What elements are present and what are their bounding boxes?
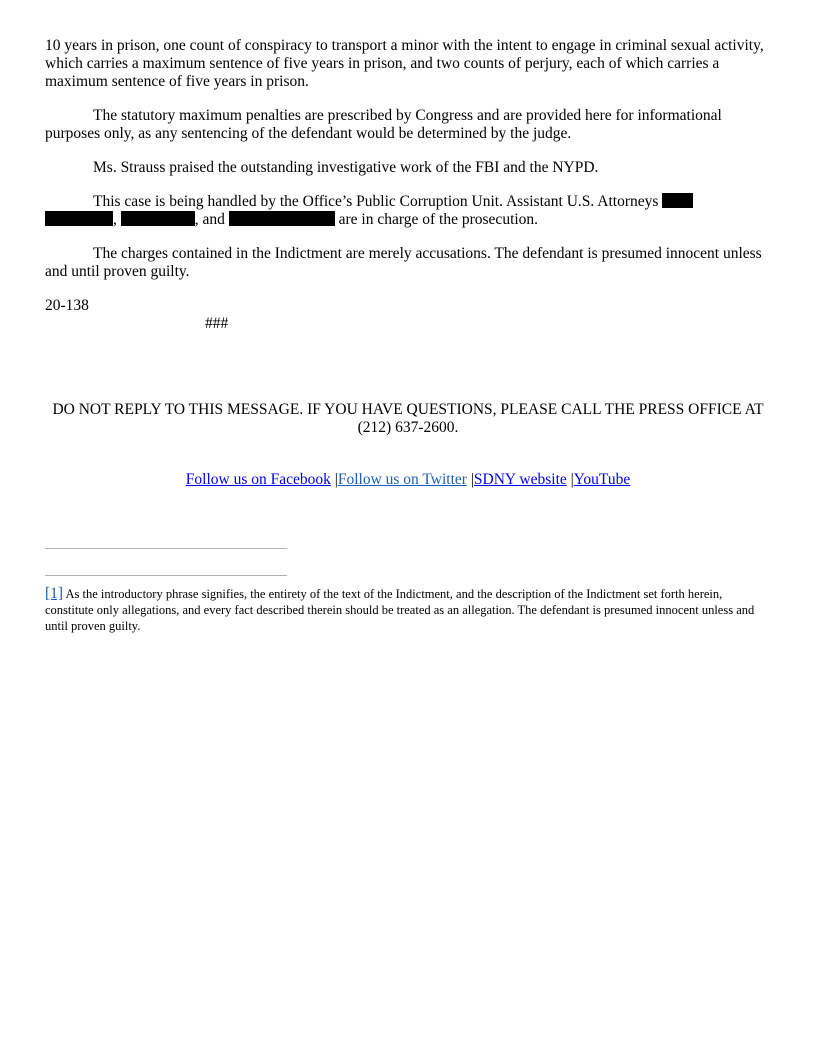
sdny-website-link[interactable]: SDNY website [473,471,567,488]
redaction-block [121,211,195,226]
social-links [0,471,816,489]
divider [45,548,287,549]
twitter-link[interactable]: Follow us on Twitter [337,471,467,488]
link-separator: | [330,471,338,488]
redaction-block [45,211,113,226]
press-office-notice: DO NOT REPLY TO THIS MESSAGE. IF YOU HAVE QUESTIONS, PLEASE CALL THE PRESS OFFICE AT (212) 637-2600. [52,401,764,436]
link-separator: | [566,471,574,488]
redaction-block [662,193,693,208]
praise-paragraph: Ms. Strauss praised the outstanding investigative work of the FBI and the NYPD. [93,159,599,176]
youtube-link[interactable]: YouTube [573,471,631,488]
footnote [45,586,773,634]
footnote-ref-link[interactable]: [1] [45,585,64,602]
prosecution-text-comma: , [113,211,121,228]
press-release-body [45,37,773,333]
prosecution-text-end: are in charge of the prosecution. [334,211,539,228]
penalties-paragraph: 10 years in prison, one count of conspiracy to transport a minor with the intent to engage in criminal sexual activity, which carries a maximum sentence of five years in prison, and two counts of perjury, each of which carries a maximum sentence of five years in prison. [45,37,764,90]
facebook-link[interactable]: Follow us on Facebook [185,471,331,488]
document-number: 20-138 [45,297,89,314]
accusations-paragraph: The charges contained in the Indictment are merely accusations. The defendant is presumed innocent unless and until proven guilty. [45,245,762,280]
prosecution-text-start: This case is being handled by the Office’s Public Corruption Unit. Assistant U.S. Attorneys [93,193,663,210]
end-mark: ### [205,315,229,332]
prosecution-paragraph [45,193,773,229]
link-separator: | [466,471,474,488]
footnote-divider [45,575,287,576]
redaction-block [229,211,335,226]
footnote-text: As the introductory phrase signifies, the entirety of the text of the Indictment, and the description of the Indictment set forth herein, constitute only allegations, and every fact described therein should be treated as an allegation. The defendant is presumed innocent unless and until proven guilty. [45,587,755,633]
statutory-paragraph: The statutory maximum penalties are prescribed by Congress and are provided here for informational purposes only, as any sentencing of the defendant would be determined by the judge. [45,107,722,142]
prosecution-text-and: , and [194,211,229,228]
